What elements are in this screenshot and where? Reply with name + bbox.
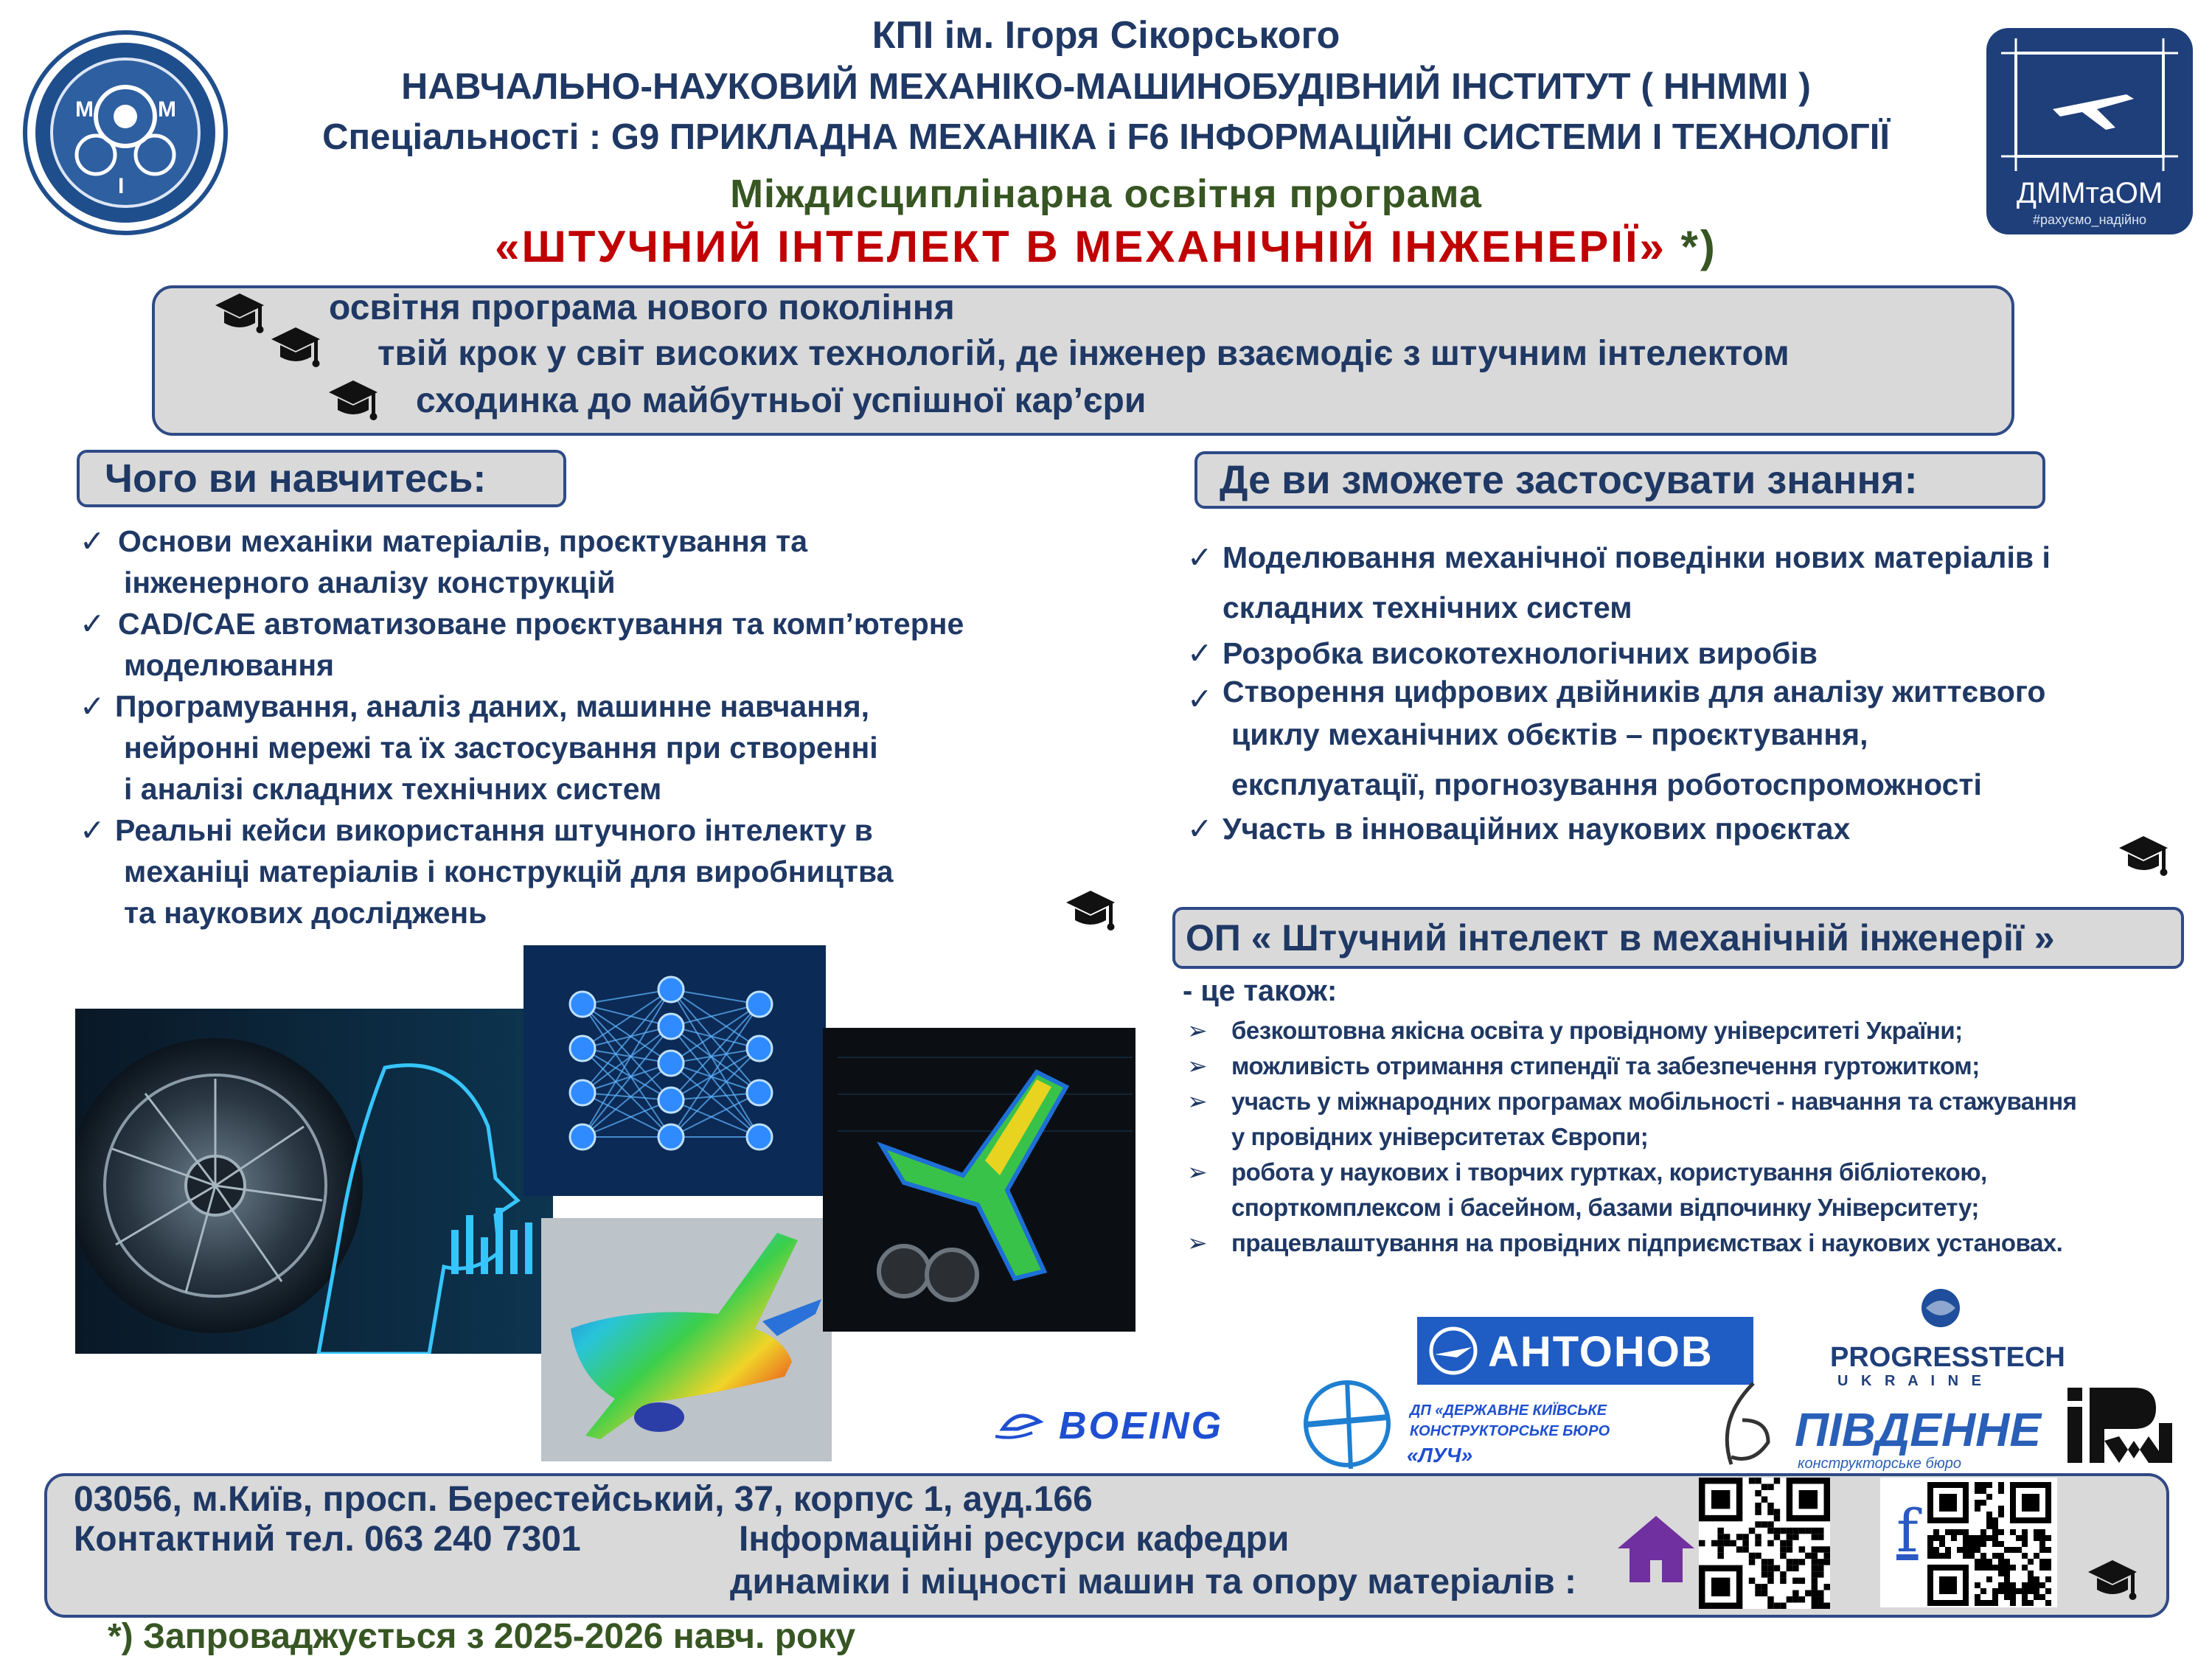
arrow-bullet-icon: ➢ bbox=[1187, 1017, 1208, 1044]
learn-item-line: інженерного аналізу конструкцій bbox=[124, 566, 616, 599]
logo-letter-1: М bbox=[75, 97, 94, 122]
progresstech-logo bbox=[1830, 1286, 2065, 1389]
learn-item-line: CAD/CAE автоматизоване проєктування та комп’ютерне bbox=[118, 607, 964, 641]
logo-letter-2: М bbox=[158, 97, 176, 122]
footnote: *) Запроваджується з 2025-2026 навч. року bbox=[108, 1617, 856, 1656]
intro-item-2: твій крок у світ високих технологій, де інженер взаємодіє з штучним інтелектом bbox=[378, 334, 1790, 373]
learn-item-line: нейронні мережі та їх застосування при створенні bbox=[124, 731, 878, 765]
apply-item-line: Участь в інноваційних наукових проєктах bbox=[1222, 812, 1851, 846]
learn-title: Чого ви навчитесь: bbox=[77, 450, 566, 507]
learn-item-line: моделювання bbox=[124, 648, 335, 682]
learn-item bbox=[80, 686, 1141, 810]
luch-logo-line-1: ДП «ДЕРЖАВНЕ КИЇВСЬКЕ bbox=[1410, 1402, 1607, 1419]
intro-item-3: сходинка до майбутньої успішної кар’єри bbox=[416, 381, 1147, 420]
check-icon: ✓ bbox=[1187, 540, 1213, 574]
header-line-3: Спеціальності : G9 ПРИКЛАДНА МЕХАНІКА і F6 ІНФОРМАЦІЙНІ СИСТЕМИ І ТЕХНОЛОГІЇ bbox=[322, 117, 1890, 157]
check-icon: ✓ bbox=[80, 524, 105, 558]
apply-item bbox=[1187, 674, 2205, 810]
luch-logo-line-3: «ЛУЧ» bbox=[1407, 1444, 1473, 1467]
apply-list bbox=[1187, 532, 2205, 848]
arrow-bullet-icon: ➢ bbox=[1187, 1158, 1208, 1186]
contact-info-2: динаміки і міцності машин та опору матеріалів : bbox=[730, 1562, 1577, 1601]
dmm-logo-name: ДММтаОМ bbox=[2016, 177, 2163, 209]
arrow-bullet-icon: ➢ bbox=[1187, 1088, 1208, 1115]
contact-address: 03056, м.Київ, просп. Берестейський, 37, корпус 1, ауд.166 bbox=[74, 1480, 1093, 1519]
check-icon: ✓ bbox=[1187, 812, 1213, 846]
apply-item-line: Створення цифрових двійників для аналізу життєвого bbox=[1222, 675, 2046, 709]
op-title: ОП « Штучний інтелект в механічній інженерії » bbox=[1172, 907, 2184, 969]
graduation-cap-icon bbox=[214, 289, 265, 341]
ipm-logo bbox=[2065, 1385, 2175, 1466]
graduation-cap-icon bbox=[1065, 886, 1116, 938]
home-icon[interactable] bbox=[1615, 1512, 1697, 1585]
logo-letter-3: І bbox=[118, 174, 125, 198]
apply-item-line: Моделювання механічної поведінки нових матеріалів і bbox=[1222, 540, 2051, 574]
learn-list bbox=[80, 521, 1141, 933]
op-item-line: спорткомплексом і басейном, базами відпочинку Університету; bbox=[1231, 1194, 1979, 1221]
boeing-logo bbox=[988, 1399, 1283, 1451]
check-icon: ✓ bbox=[80, 607, 105, 641]
apply-item bbox=[1187, 633, 2205, 674]
op-item-line: робота у наукових і творчих гуртках, користування бібліотекою, bbox=[1231, 1158, 1987, 1186]
learn-item bbox=[80, 603, 1141, 686]
header-line-2: НАВЧАЛЬНО-НАУКОВИЙ МЕХАНІКО-МАШИНОБУДІВНИЙ ІНСТИТУТ ( ННММІ ) bbox=[401, 66, 1811, 107]
kpi-mmi-logo bbox=[22, 29, 229, 236]
website-qr-code[interactable] bbox=[1699, 1478, 1830, 1609]
fea-aircraft-image bbox=[541, 1218, 832, 1461]
op-item bbox=[1187, 1155, 2197, 1225]
apply-item-line: експлуатації, прогнозування роботоспроможності bbox=[1231, 768, 1982, 801]
pivdenne-logo-sub: конструкторське бюро bbox=[1798, 1455, 1961, 1472]
check-icon: ✓ bbox=[80, 689, 105, 723]
op-subtitle: - це також: bbox=[1183, 975, 1338, 1007]
pivdenne-logo-text: ПІВДЕННЕ bbox=[1795, 1403, 2042, 1456]
learn-item-line: і аналізі складних технічних систем bbox=[124, 772, 662, 806]
contact-info-1: Інформаційні ресурси кафедри bbox=[739, 1520, 1290, 1559]
op-item bbox=[1187, 1084, 2197, 1155]
neural-network-image bbox=[524, 945, 826, 1196]
header-line-1: КПІ ім. Ігоря Сікорського bbox=[872, 14, 1340, 57]
program-title-mark: *) bbox=[1666, 222, 1717, 271]
program-title-text: «ШТУЧНИЙ ІНТЕЛЕКТ В МЕХАНІЧНІЙ ІНЖЕНЕРІЇ» bbox=[495, 222, 1666, 271]
learn-item-line: Основи механіки матеріалів, проєктування та bbox=[118, 524, 808, 558]
graduation-cap-icon bbox=[2118, 832, 2169, 883]
graduation-cap-icon bbox=[327, 376, 379, 428]
luch-logo-line-2: КОНСТРУКТОРСЬКЕ БЮРО bbox=[1410, 1423, 1610, 1439]
learn-item bbox=[80, 810, 1141, 933]
learn-item-line: та наукових досліджень bbox=[124, 896, 487, 930]
pivdenne-logo bbox=[1709, 1376, 2042, 1475]
apply-item-line: циклу механічних обєктів – проєктування, bbox=[1231, 717, 1868, 751]
op-item bbox=[1187, 1225, 2197, 1261]
check-icon: ✓ bbox=[1187, 682, 1213, 716]
check-icon: ✓ bbox=[80, 813, 105, 847]
antonov-logo-text: АНТОНОВ bbox=[1488, 1328, 1714, 1376]
op-item-line: працевлаштування на провідних підприємствах і наукових установах. bbox=[1231, 1229, 2063, 1256]
progresstech-logo-sub: U K R A I N E bbox=[1837, 1373, 1986, 1389]
apply-title: Де ви зможете застосувати знання: bbox=[1194, 451, 2045, 509]
apply-item-line: Розробка високотехнологічних виробів bbox=[1222, 636, 1818, 670]
learn-item bbox=[80, 521, 1141, 603]
luch-logo bbox=[1292, 1373, 1660, 1475]
apply-item bbox=[1187, 810, 2205, 848]
dmm-logo bbox=[1986, 28, 2193, 234]
graduation-cap-icon bbox=[270, 323, 321, 375]
arrow-bullet-icon: ➢ bbox=[1187, 1052, 1208, 1079]
facebook-icon[interactable]: f bbox=[1896, 1497, 1919, 1565]
op-item-line: у провідних університетах Європи; bbox=[1231, 1123, 1649, 1150]
op-item-line: можливість отримання стипендії та забезпечення гуртожитком; bbox=[1231, 1052, 1980, 1079]
program-title bbox=[0, 221, 2212, 272]
boeing-logo-text: BOEING bbox=[1059, 1405, 1224, 1447]
contact-phone: Контактний тел. 063 240 7301 bbox=[74, 1520, 581, 1559]
learn-item-line: Реальні кейси використання штучного інтелекту в bbox=[115, 813, 873, 847]
facebook-qr-code[interactable] bbox=[1927, 1482, 2051, 1606]
intro-item-1: освітня програма нового покоління bbox=[329, 288, 955, 327]
learn-item-line: механіці матеріалів і конструкцій для виробництва bbox=[124, 855, 894, 888]
progresstech-logo-text: PROGRESSTECH bbox=[1830, 1342, 2065, 1373]
apply-item bbox=[1187, 532, 2205, 633]
op-item bbox=[1187, 1048, 2197, 1084]
arrow-bullet-icon: ➢ bbox=[1187, 1229, 1208, 1256]
apply-item-line: складних технічних систем bbox=[1222, 591, 1632, 625]
check-icon: ✓ bbox=[1187, 636, 1213, 670]
op-item-line: участь у міжнародних програмах мобільності - навчання та стажування bbox=[1231, 1088, 2077, 1115]
op-item bbox=[1187, 1013, 2197, 1048]
graduation-cap-icon bbox=[2087, 1556, 2138, 1607]
ai-engine-image bbox=[75, 1009, 553, 1354]
learn-item-line: Програмування, аналіз даних, машинне навчання, bbox=[115, 689, 870, 723]
op-list bbox=[1187, 1013, 2197, 1261]
fea-landing-gear-image bbox=[823, 1028, 1135, 1332]
header-line-4: Міждисциплінарна освітня програма bbox=[730, 172, 1482, 216]
dmm-logo-slogan: #рахуємо_надійно bbox=[2032, 212, 2147, 227]
op-item-line: безкоштовна якісна освіта у провідному університеті України; bbox=[1231, 1017, 1963, 1044]
